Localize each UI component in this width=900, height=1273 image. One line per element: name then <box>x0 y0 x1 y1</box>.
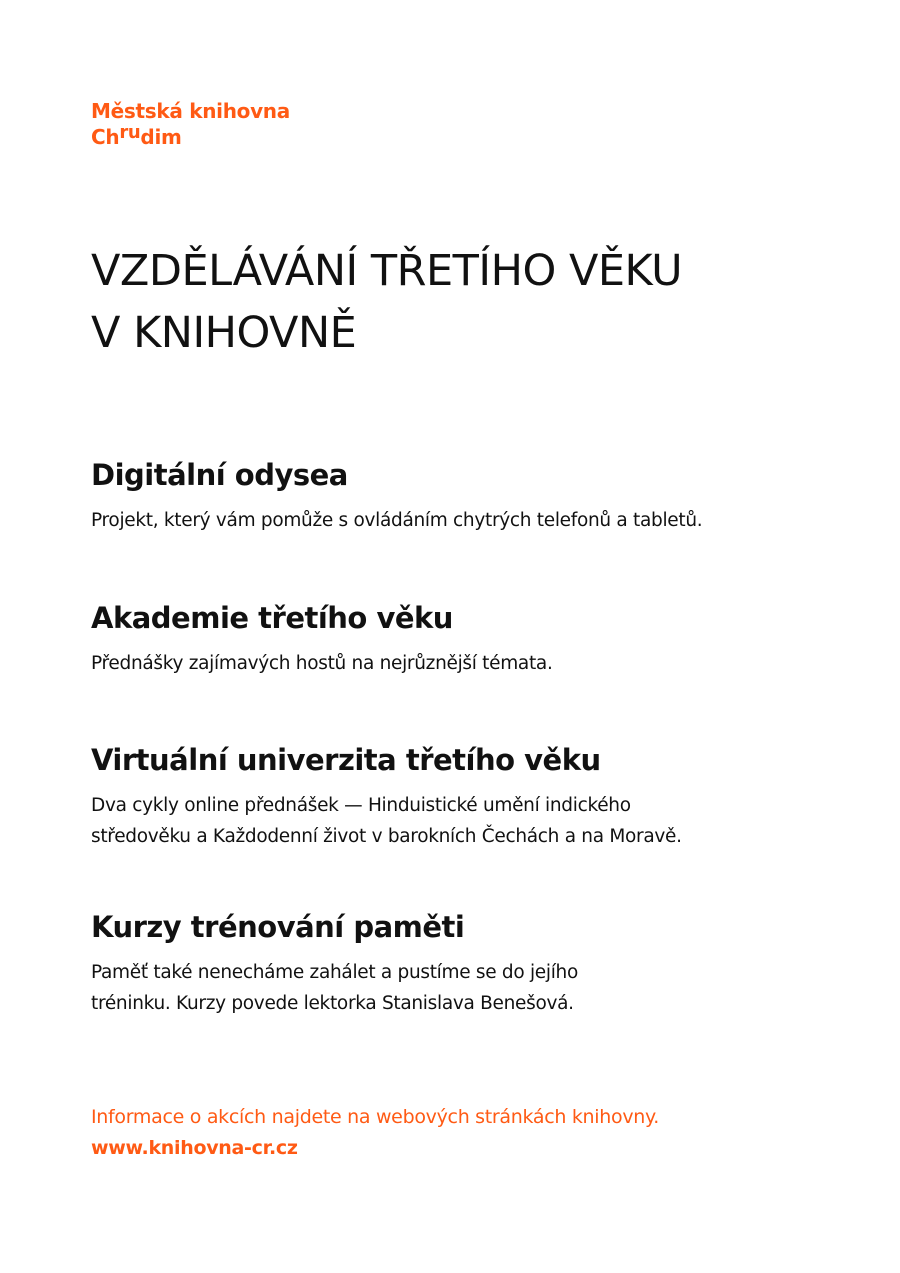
logo-line-1: Městská knihovna <box>91 99 290 123</box>
page-title <box>91 240 871 364</box>
page-title-line-2: V KNIHOVNĚ <box>91 308 357 358</box>
section-description-line: Dva cykly online přednášek — Hinduistické umění indického <box>91 795 631 816</box>
footer-website-url: www.knihovna-cr.cz <box>91 1137 298 1159</box>
section-description-line: středověku a Každodenní život v barokních Čechách a na Moravě. <box>91 826 682 847</box>
section-description-line: Projekt, který vám pomůže s ovládáním chytrých telefonů a tabletů. <box>91 510 703 531</box>
section-description <box>91 505 851 536</box>
logo-part-ch: Ch <box>91 125 120 149</box>
page-title-line-1: VZDĚLÁVÁNÍ TŘETÍHO VĚKU <box>91 246 683 296</box>
section-description-line: Přednášky zajímavých hostů na nejrůznější témata. <box>91 653 553 674</box>
footer-info <box>91 1102 659 1164</box>
section-heading: Virtuální univerzita třetího věku <box>91 743 601 777</box>
section-kurzy-trenovani-pameti <box>91 907 851 1019</box>
logo-part-dim: dim <box>140 125 182 149</box>
logo-part-ru: ru <box>119 122 141 143</box>
section-description <box>91 957 851 1019</box>
section-akademie-tretiho-veku <box>91 598 851 679</box>
library-logo <box>91 98 290 152</box>
section-digitalni-odysea <box>91 455 851 536</box>
footer-info-text: Informace o akcích najdete na webových stránkách knihovny. <box>91 1106 660 1128</box>
logo-line-2 <box>91 124 290 152</box>
section-heading: Akademie třetího věku <box>91 601 453 635</box>
section-description <box>91 648 851 679</box>
section-heading: Digitální odysea <box>91 458 348 492</box>
section-description-line: Paměť také nenecháme zahálet a pustíme se do jejího <box>91 962 578 983</box>
section-description <box>91 790 851 852</box>
section-virtualni-univerzita <box>91 740 851 852</box>
section-heading: Kurzy trénování paměti <box>91 910 465 944</box>
section-description-line: tréninku. Kurzy povede lektorka Stanislava Benešová. <box>91 993 574 1014</box>
